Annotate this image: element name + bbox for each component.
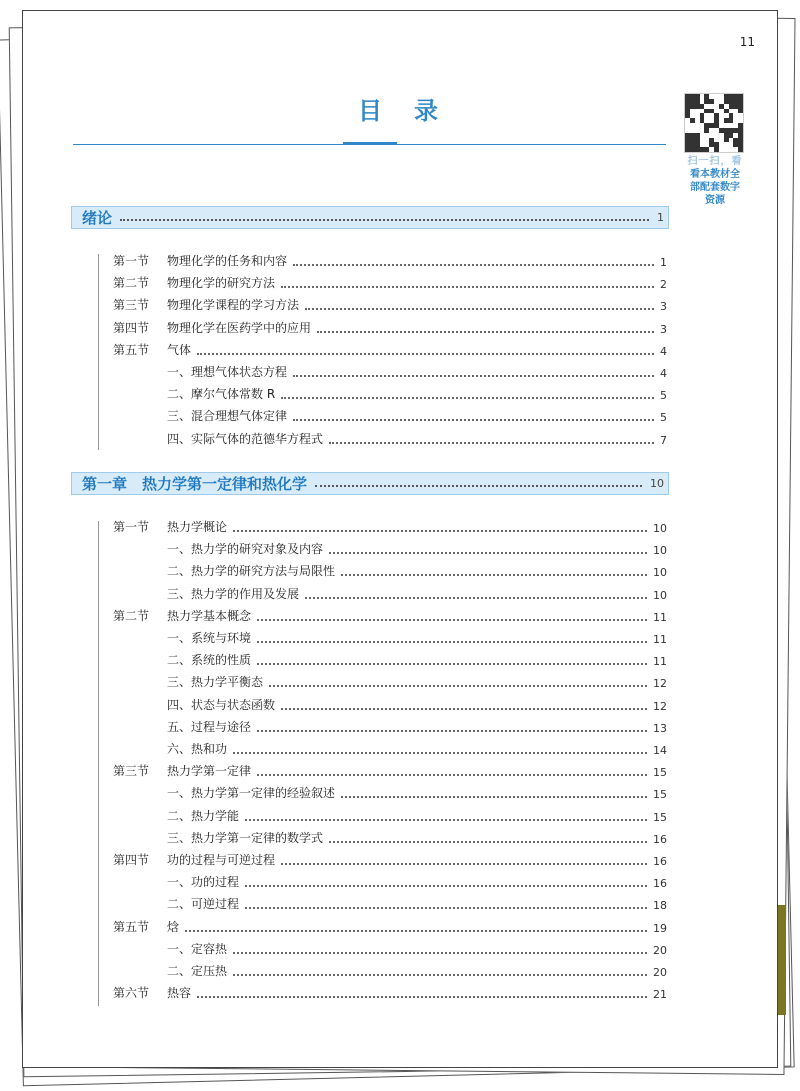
toc-entry[interactable] [113, 987, 667, 1001]
entry-title: 二、热力学的研究方法与局限性 [167, 564, 336, 579]
qr-caption-line3: 资源 [705, 195, 725, 206]
leader-dots [329, 552, 647, 554]
toc-entry[interactable] [167, 787, 667, 801]
toc-entry[interactable] [113, 610, 667, 624]
chapter-page: 10 [650, 477, 664, 490]
toc-entry[interactable] [167, 433, 667, 447]
entry-page: 11 [653, 610, 667, 624]
entry-page: 11 [653, 655, 667, 669]
entry-page: 3 [660, 322, 667, 336]
toc-entry[interactable] [167, 632, 667, 646]
entry-title: 一、理想气体状态方程 [167, 365, 288, 379]
entry-title: 热力学第一定律 [167, 764, 252, 779]
entry-title: 二、可逆过程 [167, 897, 240, 912]
leader-dots [233, 974, 647, 976]
qr-module [738, 147, 743, 152]
entry-page: 12 [653, 677, 667, 691]
section-number: 第二节 [113, 608, 150, 623]
entry-page: 5 [660, 411, 667, 425]
section-number: 第一节 [113, 254, 150, 268]
section-number: 第四节 [113, 320, 150, 335]
leader-dots [245, 885, 647, 887]
entry-page: 20 [653, 943, 667, 957]
toc-entry[interactable] [167, 832, 667, 846]
leader-dots [281, 286, 654, 288]
chapter-title: 绪论 [82, 209, 113, 227]
toc-entry[interactable] [113, 344, 667, 358]
entry-page: 14 [653, 744, 667, 757]
entry-page: 11 [653, 633, 667, 646]
chapter-page: 1 [657, 211, 664, 224]
leader-dots [120, 219, 649, 221]
entry-title: 物理化学课程的学习方法 [167, 298, 300, 313]
leader-dots [197, 353, 654, 355]
qr-caption [673, 155, 757, 207]
entry-title: 物理化学的任务和内容 [167, 254, 288, 268]
leader-dots [257, 774, 647, 776]
qr-caption-blur: 扫一扫，看 [687, 156, 743, 167]
entry-page: 4 [660, 344, 667, 358]
toc-entry[interactable] [113, 921, 667, 935]
entry-title: 热容 [167, 986, 192, 1001]
entry-title: 三、混合理想气体定律 [167, 409, 288, 424]
toc-entry[interactable] [167, 810, 667, 824]
toc-entry[interactable] [167, 588, 667, 602]
section-guide-line [98, 254, 99, 450]
toc-entry[interactable] [113, 299, 667, 313]
leader-dots [305, 308, 654, 310]
page-number: 11 [739, 35, 755, 49]
entry-page: 2 [660, 278, 667, 292]
entry-page: 10 [653, 588, 667, 602]
leader-dots [245, 907, 647, 909]
entry-page: 15 [653, 788, 667, 802]
leader-dots [233, 952, 647, 954]
toc-entry[interactable] [113, 765, 667, 779]
entry-page: 7 [660, 433, 667, 447]
section-number: 第三节 [113, 298, 150, 313]
toc-entry[interactable] [167, 721, 667, 735]
leader-dots [341, 574, 647, 576]
entry-title: 二、摩尔气体常数 R [167, 387, 276, 402]
leader-dots [281, 397, 654, 399]
leader-dots [281, 863, 647, 865]
entry-page: 1 [660, 256, 667, 269]
leader-dots [257, 641, 647, 643]
entry-title: 二、系统的性质 [167, 653, 252, 668]
chapter-heading-intro[interactable] [71, 206, 669, 229]
leader-dots [233, 530, 647, 532]
leader-dots [233, 752, 647, 754]
toc-entry[interactable] [113, 521, 667, 535]
entry-page: 20 [653, 966, 667, 979]
leader-dots [293, 264, 654, 266]
leader-dots [185, 930, 647, 932]
entry-title: 三、热力学第一定律的数学式 [167, 830, 324, 845]
entry-page: 10 [653, 522, 667, 535]
toc-entry[interactable] [167, 388, 667, 402]
leader-dots [293, 419, 654, 421]
qr-caption-line1: 看本教材全 [690, 169, 740, 180]
toc-entry[interactable] [167, 654, 667, 668]
entry-page: 10 [653, 566, 667, 580]
leader-dots [293, 375, 654, 377]
entry-page: 16 [653, 855, 667, 868]
leader-dots [257, 663, 647, 665]
entry-title: 热力学概论 [167, 520, 228, 534]
toc-entry[interactable] [167, 676, 667, 690]
entry-title: 五、过程与途径 [167, 719, 252, 734]
toc-entry[interactable] [167, 876, 667, 890]
toc-entry[interactable] [167, 699, 667, 713]
entry-title: 物理化学在医药学中的应用 [167, 320, 312, 335]
qr-code-icon[interactable] [684, 93, 744, 153]
entry-page: 12 [653, 699, 667, 713]
section-number: 第六节 [113, 986, 150, 1001]
leader-dots [281, 708, 647, 710]
toc-entry[interactable] [167, 366, 667, 380]
entry-page: 15 [653, 766, 667, 780]
toc-entry[interactable] [167, 898, 667, 912]
entry-page: 19 [653, 921, 667, 935]
entry-title: 焓 [167, 919, 180, 934]
leader-dots [269, 685, 647, 687]
leader-dots [257, 619, 647, 621]
section-number: 第一节 [113, 520, 150, 534]
leader-dots [245, 819, 647, 821]
toc-entry[interactable] [113, 854, 667, 868]
leader-dots [341, 796, 647, 798]
entry-title: 气体 [167, 342, 192, 357]
entry-page: 4 [660, 367, 667, 380]
entry-page: 16 [653, 877, 667, 891]
leader-dots [329, 841, 647, 843]
entry-title: 一、功的过程 [167, 875, 240, 890]
entry-title: 四、状态与状态函数 [167, 697, 276, 712]
entry-title: 一、系统与环境 [167, 631, 252, 645]
qr-caption-line2: 部配套数字 [690, 182, 740, 193]
page-title: 目 录 [358, 97, 442, 125]
section-number: 第三节 [113, 764, 150, 779]
entry-title: 一、热力学的研究对象及内容 [167, 542, 324, 557]
entry-title: 二、热力学能 [167, 808, 240, 823]
entry-page: 13 [653, 721, 667, 735]
entry-title: 功的过程与可逆过程 [167, 853, 276, 867]
entry-page: 15 [653, 810, 667, 824]
toc-entry[interactable] [167, 943, 667, 957]
section-number: 第四节 [113, 853, 150, 867]
title-divider-accent [343, 142, 397, 145]
leader-dots [315, 485, 642, 487]
entry-title: 二、定压热 [167, 964, 228, 978]
entry-title: 一、热力学第一定律的经验叙述 [167, 786, 336, 801]
chapter-heading-1[interactable] [71, 472, 669, 495]
entry-page: 16 [653, 832, 667, 846]
entry-page: 3 [660, 300, 667, 314]
leader-dots [329, 442, 654, 444]
toc-entry[interactable] [167, 410, 667, 424]
entry-title: 一、定容热 [167, 941, 228, 956]
entry-title: 三、热力学的作用及发展 [167, 586, 300, 601]
entry-title: 四、实际气体的范德华方程式 [167, 431, 324, 446]
leader-dots [197, 996, 647, 998]
entry-title: 热力学基本概念 [167, 608, 252, 623]
entry-page: 5 [660, 389, 667, 403]
section-number: 第五节 [113, 919, 150, 934]
entry-page: 10 [653, 544, 667, 558]
leader-dots [257, 730, 647, 732]
entry-page: 21 [653, 988, 667, 1002]
toc-entry[interactable] [167, 543, 667, 557]
section-number: 第二节 [113, 276, 150, 291]
toc-entry[interactable] [167, 965, 667, 979]
toc-page [22, 10, 778, 1068]
toc-entry[interactable] [113, 277, 667, 291]
section-number: 第五节 [113, 342, 150, 357]
book-spine-edge [778, 905, 786, 1015]
section-guide-line [98, 521, 99, 1006]
toc-entry[interactable] [113, 255, 667, 269]
entry-title: 三、热力学平衡态 [167, 675, 264, 690]
toc-entry[interactable] [167, 743, 667, 757]
leader-dots [305, 597, 647, 599]
chapter-title: 第一章 热力学第一定律和热化学 [82, 475, 308, 493]
entry-title: 六、热和功 [167, 742, 228, 756]
leader-dots [317, 331, 654, 333]
entry-page: 18 [653, 899, 667, 913]
toc-entry[interactable] [113, 322, 667, 336]
toc-entry[interactable] [167, 565, 667, 579]
entry-title: 物理化学的研究方法 [167, 276, 276, 291]
